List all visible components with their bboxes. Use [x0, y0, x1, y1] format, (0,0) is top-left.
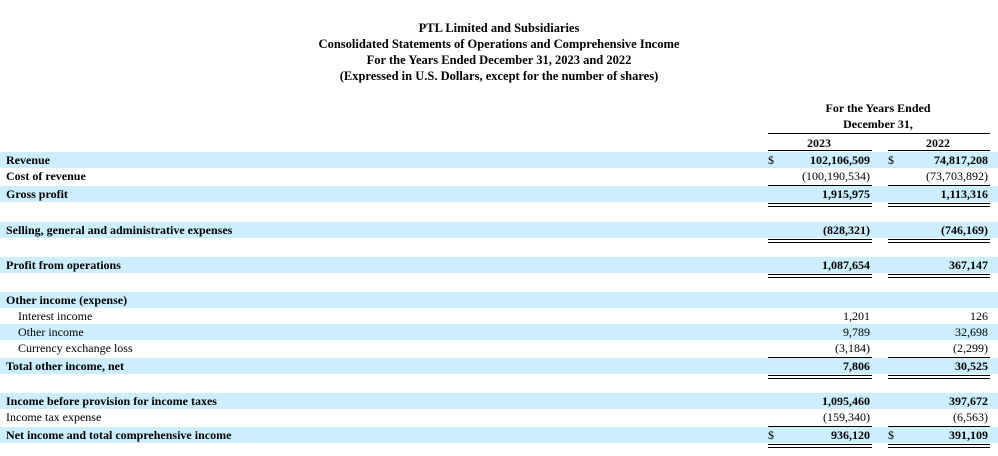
total-double-rule-b	[888, 274, 990, 278]
total-double-rule-b	[888, 239, 990, 243]
statement-title: Consolidated Statements of Operations and Comprehensive Income	[318, 37, 680, 51]
total-double-rule-a	[768, 239, 872, 243]
row-label: Net income and total comprehensive income	[6, 428, 232, 442]
row-label: Total other income, net	[6, 359, 124, 373]
table-row-other-income-header	[0, 292, 998, 308]
value-2023: (828,321)	[823, 223, 870, 237]
row-label: Other income	[18, 325, 84, 339]
value-2022: (2,299)	[953, 341, 988, 355]
statement-period: For the Years Ended December 31, 2023 and 2022	[366, 53, 632, 67]
value-2023: 102,106,509	[810, 153, 870, 167]
value-2023: 936,120	[831, 428, 870, 442]
value-2023: (100,190,534)	[802, 169, 870, 183]
value-2022: (6,563)	[953, 410, 988, 424]
total-double-rule-a	[768, 274, 872, 278]
column-group-rule	[768, 133, 990, 134]
value-2022: (746,169)	[941, 223, 988, 237]
currency-symbol: $	[768, 428, 774, 442]
year-rule-a	[768, 150, 872, 151]
table-row-cost-of-revenue	[0, 168, 998, 184]
value-2022: (73,703,892)	[926, 169, 988, 183]
table-row-profit-from-operations	[0, 257, 998, 273]
table-row-revenue	[0, 152, 998, 168]
table-row-currency-exchange-loss	[0, 340, 998, 356]
total-double-rule-b	[888, 444, 990, 448]
table-row-total-other-income	[0, 358, 998, 374]
year-header-2022: 2022	[926, 136, 950, 150]
row-label: Selling, general and administrative expenses	[6, 223, 233, 237]
value-2023: 1,095,460	[822, 394, 870, 408]
column-group-header-line2: December 31,	[843, 117, 913, 131]
year-header-2023: 2023	[807, 136, 831, 150]
table-row-income-tax-expense	[0, 409, 998, 425]
table-row-income-before-taxes	[0, 393, 998, 409]
table-row-other-income	[0, 324, 998, 340]
value-2023: 1,915,975	[822, 187, 870, 201]
total-double-rule-b	[888, 203, 990, 207]
table-row-net-income	[0, 427, 998, 443]
statement-note: (Expressed in U.S. Dollars, except for the number of shares)	[339, 69, 659, 83]
currency-symbol: $	[768, 153, 774, 167]
row-label: Other income (expense)	[6, 293, 128, 307]
value-2023: 1,087,654	[822, 258, 870, 272]
total-double-rule-a	[768, 375, 872, 379]
total-double-rule-a	[768, 203, 872, 207]
row-label: Income tax expense	[6, 410, 102, 424]
total-double-rule-a	[768, 444, 872, 448]
currency-symbol: $	[888, 153, 894, 167]
value-2023: 7,806	[843, 359, 870, 373]
value-2022: 30,525	[955, 359, 988, 373]
value-2023: (3,184)	[835, 341, 870, 355]
value-2022: 391,109	[949, 428, 988, 442]
row-label: Currency exchange loss	[18, 341, 133, 355]
company-name: PTL Limited and Subsidiaries	[418, 21, 580, 35]
table-row-gross-profit	[0, 186, 998, 202]
value-2023: 1,201	[843, 309, 870, 323]
value-2022: 74,817,208	[934, 153, 988, 167]
currency-symbol: $	[888, 428, 894, 442]
value-2022: 126	[970, 309, 988, 323]
value-2022: 1,113,316	[940, 187, 988, 201]
value-2022: 397,672	[949, 394, 988, 408]
table-row-sga	[0, 222, 998, 238]
value-2022: 32,698	[955, 325, 988, 339]
value-2022: 367,147	[949, 258, 988, 272]
row-label: Income before provision for income taxes	[6, 394, 217, 408]
row-label: Revenue	[6, 153, 50, 167]
table-row-interest-income	[0, 308, 998, 324]
row-label: Interest income	[18, 309, 93, 323]
year-rule-b	[888, 150, 990, 151]
row-label: Profit from operations	[6, 258, 121, 272]
value-2023: 9,789	[843, 325, 870, 339]
value-2023: (159,340)	[823, 410, 870, 424]
column-group-header-line1: For the Years Ended	[825, 101, 931, 115]
total-double-rule-b	[888, 375, 990, 379]
row-label: Gross profit	[6, 187, 68, 201]
row-label: Cost of revenue	[6, 169, 86, 183]
